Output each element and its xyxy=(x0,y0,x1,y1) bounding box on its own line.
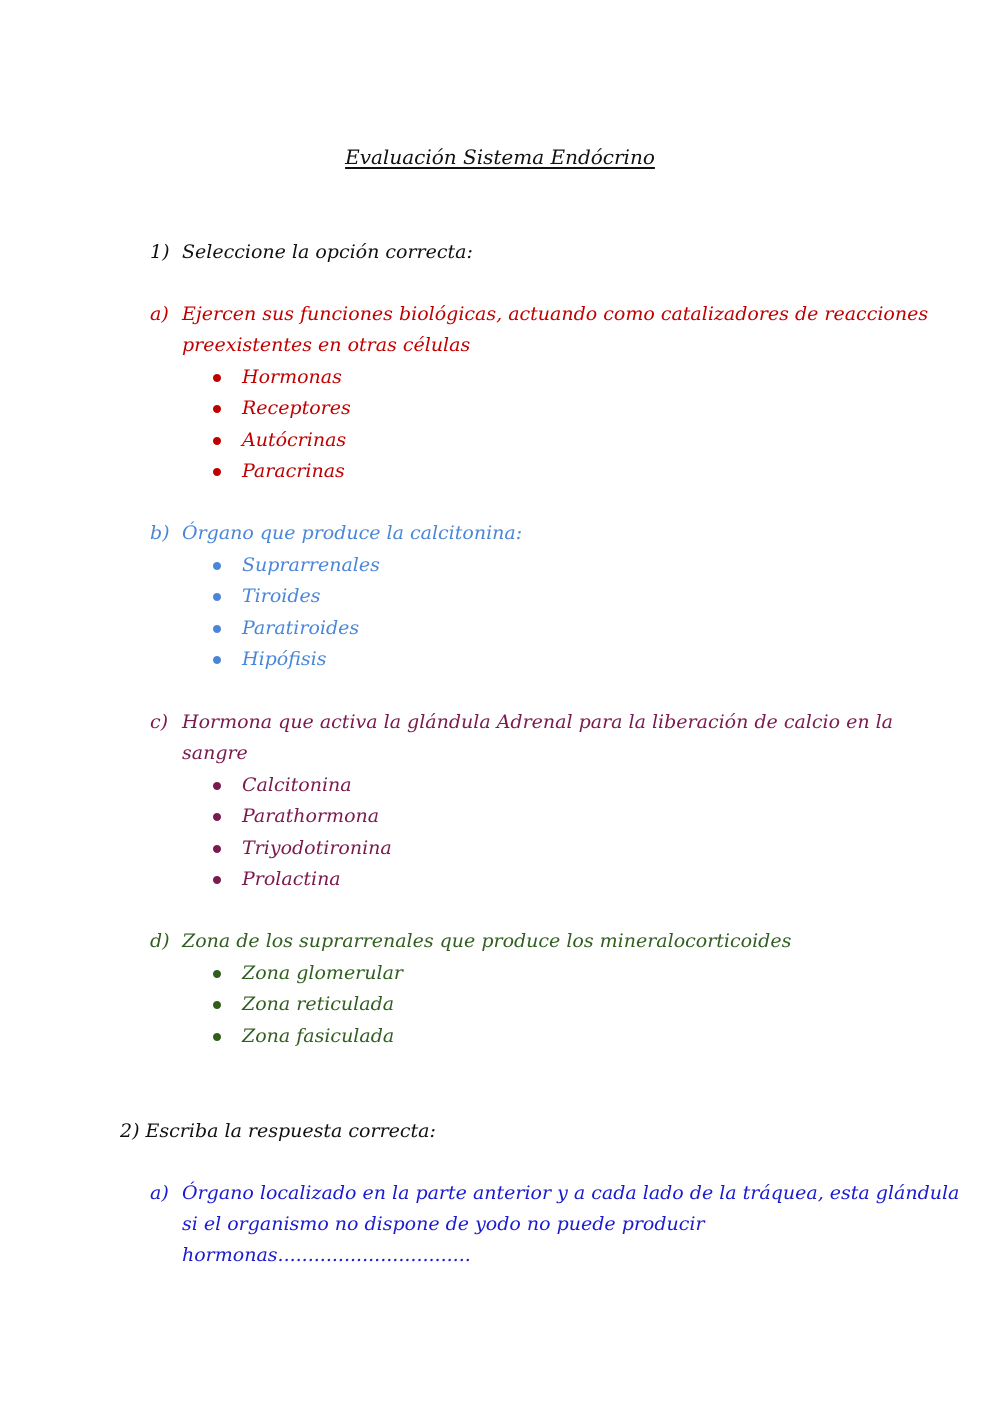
bullet-icon xyxy=(213,1001,221,1009)
option-hormonas[interactable]: Hormonas xyxy=(242,366,342,388)
bullet-icon xyxy=(213,405,221,413)
option-paracrinas[interactable]: Paracrinas xyxy=(242,460,345,482)
bullet-icon xyxy=(213,562,221,570)
option-zona-fasiculada[interactable]: Zona fasiculada xyxy=(242,1025,395,1047)
question-2a-text-line: Órgano localizado en la parte anterior y a cada lado de la tráquea, esta glándula xyxy=(182,1182,960,1204)
question-b-letter: b) xyxy=(150,522,170,544)
bullet-icon xyxy=(213,374,221,382)
question-b-text-line: Órgano que produce la calcitonina: xyxy=(182,522,523,544)
option-prolactina[interactable]: Prolactina xyxy=(242,868,341,890)
option-autocrinas[interactable]: Autócrinas xyxy=(242,429,347,451)
option-triyodotironina[interactable]: Triyodotironina xyxy=(242,837,392,859)
bullet-icon xyxy=(213,1033,221,1041)
option-receptores[interactable]: Receptores xyxy=(242,397,351,419)
answer-blank[interactable]: hormonas................................ xyxy=(182,1244,471,1266)
option-zona-glomerular[interactable]: Zona glomerular xyxy=(242,962,403,984)
page-title: Evaluación Sistema Endócrino xyxy=(345,145,655,169)
bullet-icon xyxy=(213,813,221,821)
question-c-letter: c) xyxy=(150,711,169,733)
bullet-icon xyxy=(213,468,221,476)
question-2a-text-line: si el organismo no dispone de yodo no puede producir xyxy=(182,1213,705,1235)
question-a-letter: a) xyxy=(150,303,169,325)
option-paratiroides[interactable]: Paratiroides xyxy=(242,617,360,639)
bullet-icon xyxy=(213,876,221,884)
option-tiroides[interactable]: Tiroides xyxy=(242,585,321,607)
bullet-icon xyxy=(213,782,221,790)
bullet-icon xyxy=(213,437,221,445)
bullet-icon xyxy=(213,970,221,978)
question-c-text-line: Hormona que activa la glándula Adrenal para la liberación de calcio en la xyxy=(182,711,893,733)
option-hipofisis[interactable]: Hipófisis xyxy=(242,648,327,670)
bullet-icon xyxy=(213,625,221,633)
question-a-text-line: preexistentes en otras células xyxy=(182,334,471,356)
bullet-icon xyxy=(213,593,221,601)
option-parathormona[interactable]: Parathormona xyxy=(242,805,380,827)
bullet-icon xyxy=(213,656,221,664)
option-zona-reticulada[interactable]: Zona reticulada xyxy=(242,993,395,1015)
section1-heading: Seleccione la opción correcta: xyxy=(182,241,473,263)
option-calcitonina[interactable]: Calcitonina xyxy=(242,774,352,796)
question-d-letter: d) xyxy=(150,930,170,952)
question-a-text-line: Ejercen sus funciones biológicas, actuando como catalizadores de reacciones xyxy=(182,303,929,325)
question-d-text-line: Zona de los suprarrenales que produce los mineralocorticoides xyxy=(182,930,792,952)
question-c-text-line: sangre xyxy=(182,742,248,764)
section1-number: 1) xyxy=(150,241,170,263)
question-2a-letter: a) xyxy=(150,1182,169,1204)
section2-heading: 2) Escriba la respuesta correcta: xyxy=(120,1120,436,1142)
bullet-icon xyxy=(213,845,221,853)
option-suprarrenales[interactable]: Suprarrenales xyxy=(242,554,380,576)
